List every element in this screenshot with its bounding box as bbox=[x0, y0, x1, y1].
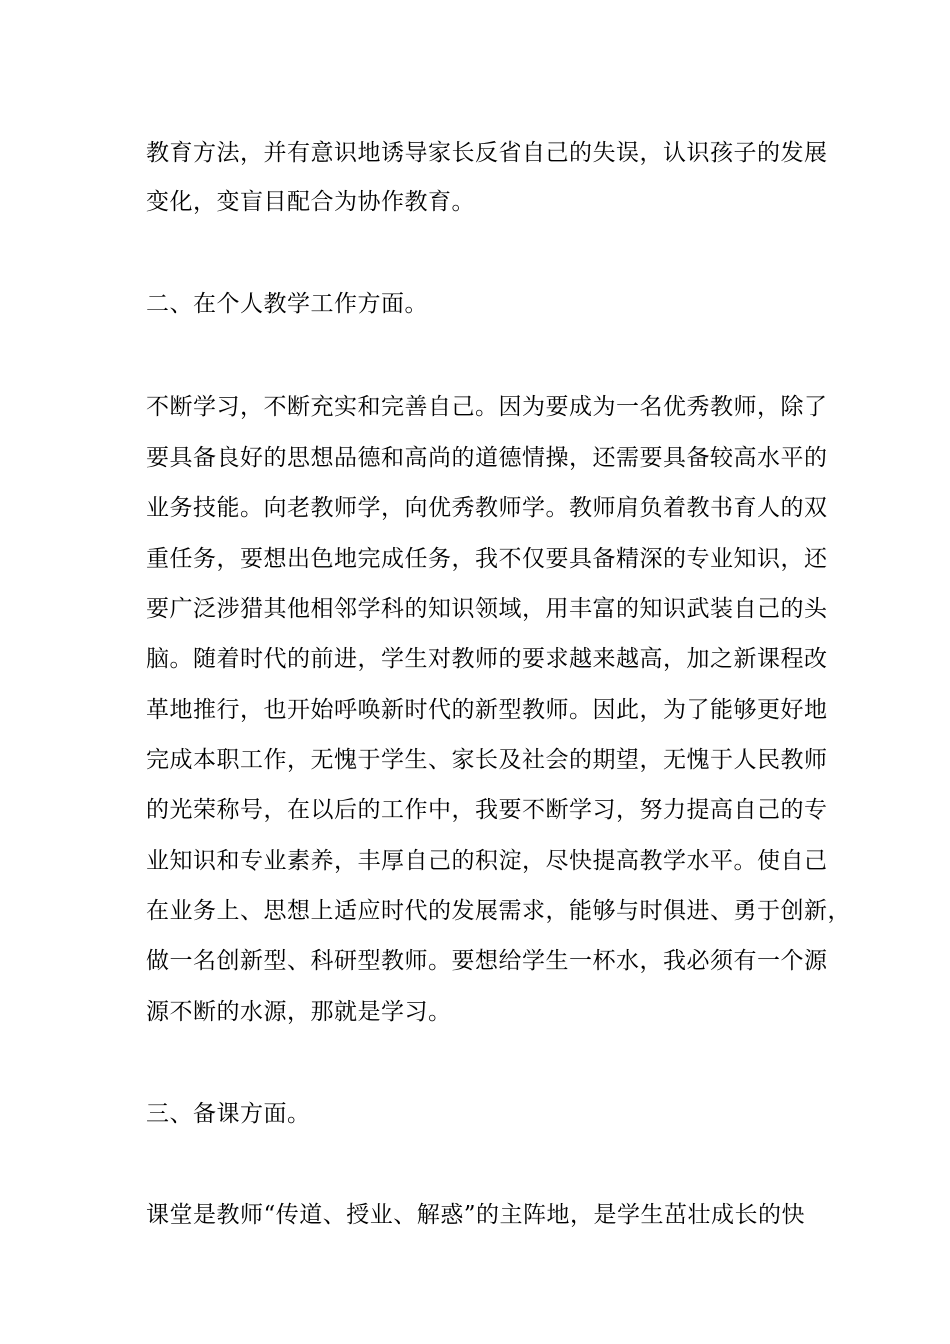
paragraph-line: 教育方法，并有意识地诱导家长反省自己的失误，认识孩子的发展 bbox=[146, 140, 828, 166]
paragraph-line: 不断学习，不断充实和完善自己。因为要成为一名优秀教师，除了 bbox=[146, 394, 828, 420]
paragraph-line: 源不断的水源，那就是学习。 bbox=[146, 999, 452, 1025]
paragraph-line: 重任务，要想出色地完成任务，我不仅要具备精深的专业知识，还 bbox=[146, 546, 828, 572]
paragraph-line: 要具备良好的思想品德和高尚的道德情操，还需要具备较高水平的 bbox=[146, 445, 828, 471]
paragraph-line: 的光荣称号，在以后的工作中，我要不断学习，努力提高自己的专 bbox=[146, 797, 828, 823]
paragraph-line: 业知识和专业素养，丰厚自己的积淀，尽快提高教学水平。使自己 bbox=[146, 848, 828, 874]
paragraph-line: 脑。随着时代的前进，学生对教师的要求越来越高，加之新课程改 bbox=[146, 646, 828, 672]
paragraph-line: 革地推行，也开始呼唤新时代的新型教师。因此，为了能够更好地 bbox=[146, 697, 828, 723]
paragraph-line: 做一名创新型、科研型教师。要想给学生一杯水，我必须有一个源 bbox=[146, 948, 828, 974]
paragraph-line: 业务技能。向老教师学，向优秀教师学。教师肩负着教书育人的双 bbox=[146, 495, 828, 521]
paragraph-line: 完成本职工作，无愧于学生、家长及社会的期望，无愧于人民教师 bbox=[146, 747, 828, 773]
paragraph-line: 变化，变盲目配合为协作教育。 bbox=[146, 189, 475, 215]
paragraph-line: 要广泛涉猎其他相邻学科的知识领域，用丰富的知识武装自己的头 bbox=[146, 596, 828, 622]
section-heading: 三、备课方面。 bbox=[146, 1101, 311, 1127]
paragraph-line: 课堂是教师“传道、授业、解惑”的主阵地，是学生茁壮成长的快 bbox=[146, 1202, 806, 1228]
section-heading: 二、在个人教学工作方面。 bbox=[146, 291, 428, 317]
paragraph-line: 在业务上、思想上适应时代的发展需求，能够与时俱进、勇于创新， bbox=[146, 898, 851, 924]
